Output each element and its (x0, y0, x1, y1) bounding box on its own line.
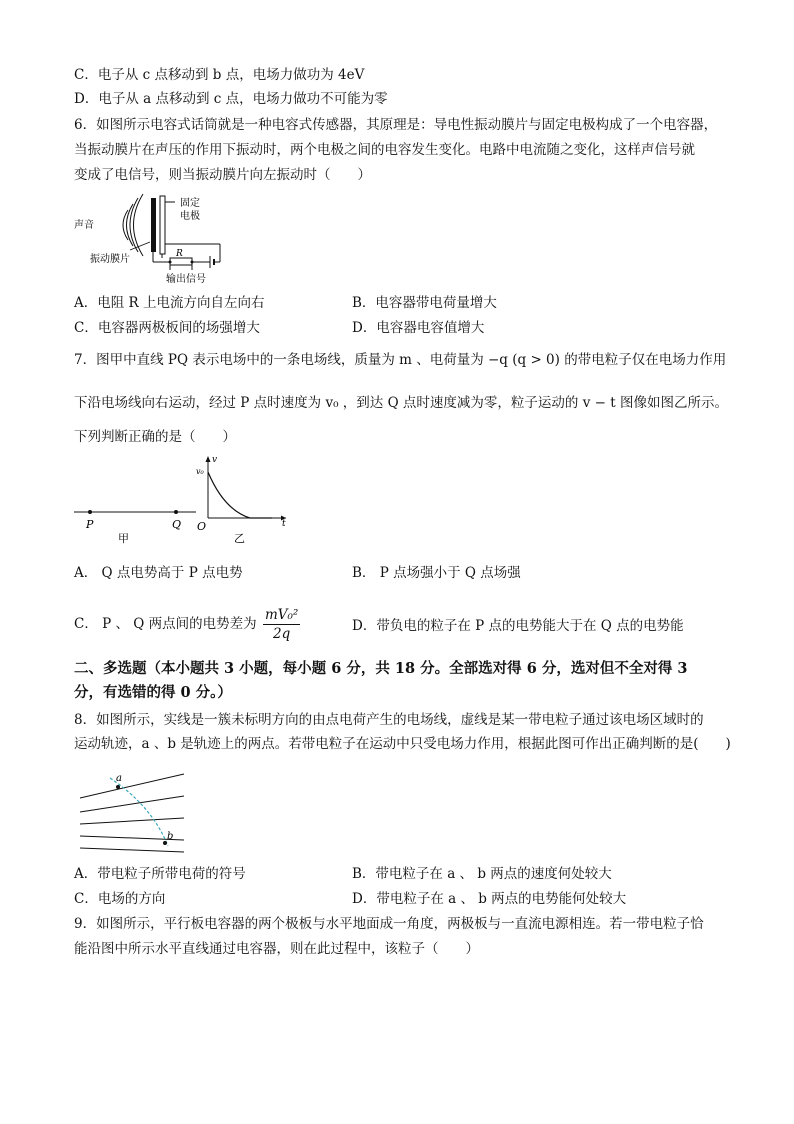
v-axis-label: v (212, 455, 218, 465)
fraction-numerator: mV₀² (264, 607, 299, 623)
q6-stem-line2: 当振动膜片在声压的作用下振动时，两个电极之间的电容发生变化。电路中电流随之变化，这样声信号就 (74, 142, 695, 158)
q7-option-a: A． Q 点电势高于 P 点电势 (74, 565, 243, 581)
q9-stem-line1: 9．如图所示，平行板电容器的两个极板与水平地面成一角度，两极板与一直流电源相连。若一带电粒子恰 (74, 916, 704, 932)
q6-stem-line1: 6．如图所示电容式话筒就是一种电容式传感器，其原理是：导电性振动膜片与固定电极构成了一个电容器， (74, 117, 718, 133)
resistor-label: R (176, 249, 183, 259)
q8-option-d: D．带电粒子在 a 、 b 两点的电势能何处较大 (352, 891, 627, 907)
origin-label: O (197, 520, 207, 533)
q7-vt-graph (194, 452, 294, 548)
point-q-label: Q (172, 518, 182, 531)
q7-stem-line3: 下列判断正确的是（ ） (74, 429, 236, 445)
q8-field-lines-figure (74, 766, 194, 854)
v0-label: v₀ (196, 467, 204, 476)
q8-option-c: C．电场的方向 (74, 891, 166, 907)
q7-option-d: D．带负电的粒子在 P 点的电势能大于在 Q 点的电势能 (352, 618, 684, 634)
q5-option-c: C．电子从 c 点移动到 b 点，电场力做功为 4eV (74, 67, 365, 83)
fixed-electrode-label-2: 电极 (180, 211, 200, 222)
q8-stem-line1: 8．如图所示，实线是一簇未标明方向的由点电荷产生的电场线，虚线是某一带电粒子通过该电场区域时的 (74, 712, 704, 728)
fig-jia-label: 甲 (118, 532, 129, 545)
point-p-label: P (86, 518, 94, 531)
point-b-label: b (167, 831, 174, 842)
q7-option-b: B． P 点场强小于 Q 点场强 (352, 565, 521, 581)
q8-stem-line2: 运动轨迹，a 、b 是轨迹上的两点。若带电粒子在运动中只受电场力作用，根据此图可作出正确判断的是( ) (74, 736, 731, 752)
q8-option-b: B．带电粒子在 a 、 b 两点的速度何处较大 (352, 866, 612, 882)
q7-field-line-figure (70, 500, 200, 548)
q8-option-a: A．带电粒子所带电荷的符号 (74, 866, 246, 882)
q6-option-a: A．电阻 R 上电流方向自左向右 (74, 295, 265, 311)
q7-option-c-text: C． P 、 Q 两点间的电势差为 (74, 616, 257, 632)
potential-difference-fraction (263, 606, 300, 643)
q6-option-d: D．电容器电容值增大 (352, 320, 485, 336)
output-label: 输出信号 (166, 274, 206, 285)
point-a-label: a (116, 773, 122, 784)
section-2-heading-line1: 二、多选题（本小题共 3 小题，每小题 6 分，共 18 分。全部选对得 6 分，选对但不全对得 3 (74, 660, 688, 677)
q7-stem-line1: 7．图甲中直线 PQ 表示电场中的一条电场线，质量为 m 、电荷量为 −q (q > 0) 的带电粒子仅在电场力作用 (74, 352, 727, 368)
q9-stem-line2: 能沿图中所示水平直线通过电容器，则在此过程中，该粒子（ ） (74, 941, 479, 957)
t-axis-label: t (282, 519, 286, 529)
fig-yi-label: 乙 (234, 532, 245, 545)
sound-label: 声音 (74, 220, 94, 231)
fixed-electrode-label-1: 固定 (180, 198, 200, 209)
section-2-heading-line2: 分，有选错的得 0 分。） (74, 684, 232, 701)
film-label: 振动膜片 (90, 254, 130, 265)
q5-option-d: D．电子从 a 点移动到 c 点，电场力做功不可能为零 (74, 91, 388, 107)
q7-stem-line2: 下沿电场线向右运动，经过 P 点时速度为 v₀ ，到达 Q 点时速度减为零，粒子运动的 v − t 图像如图乙所示。 (74, 395, 728, 411)
q6-microphone-figure (70, 190, 250, 290)
fraction-denominator: 2q (273, 626, 291, 642)
q6-option-b: B．电容器带电荷量增大 (352, 295, 497, 311)
q7-option-c (74, 606, 300, 643)
q6-option-c: C．电容器两极板间的场强增大 (74, 320, 260, 336)
q6-stem-line3: 变成了电信号，则当振动膜片向左振动时（ ） (74, 167, 371, 183)
